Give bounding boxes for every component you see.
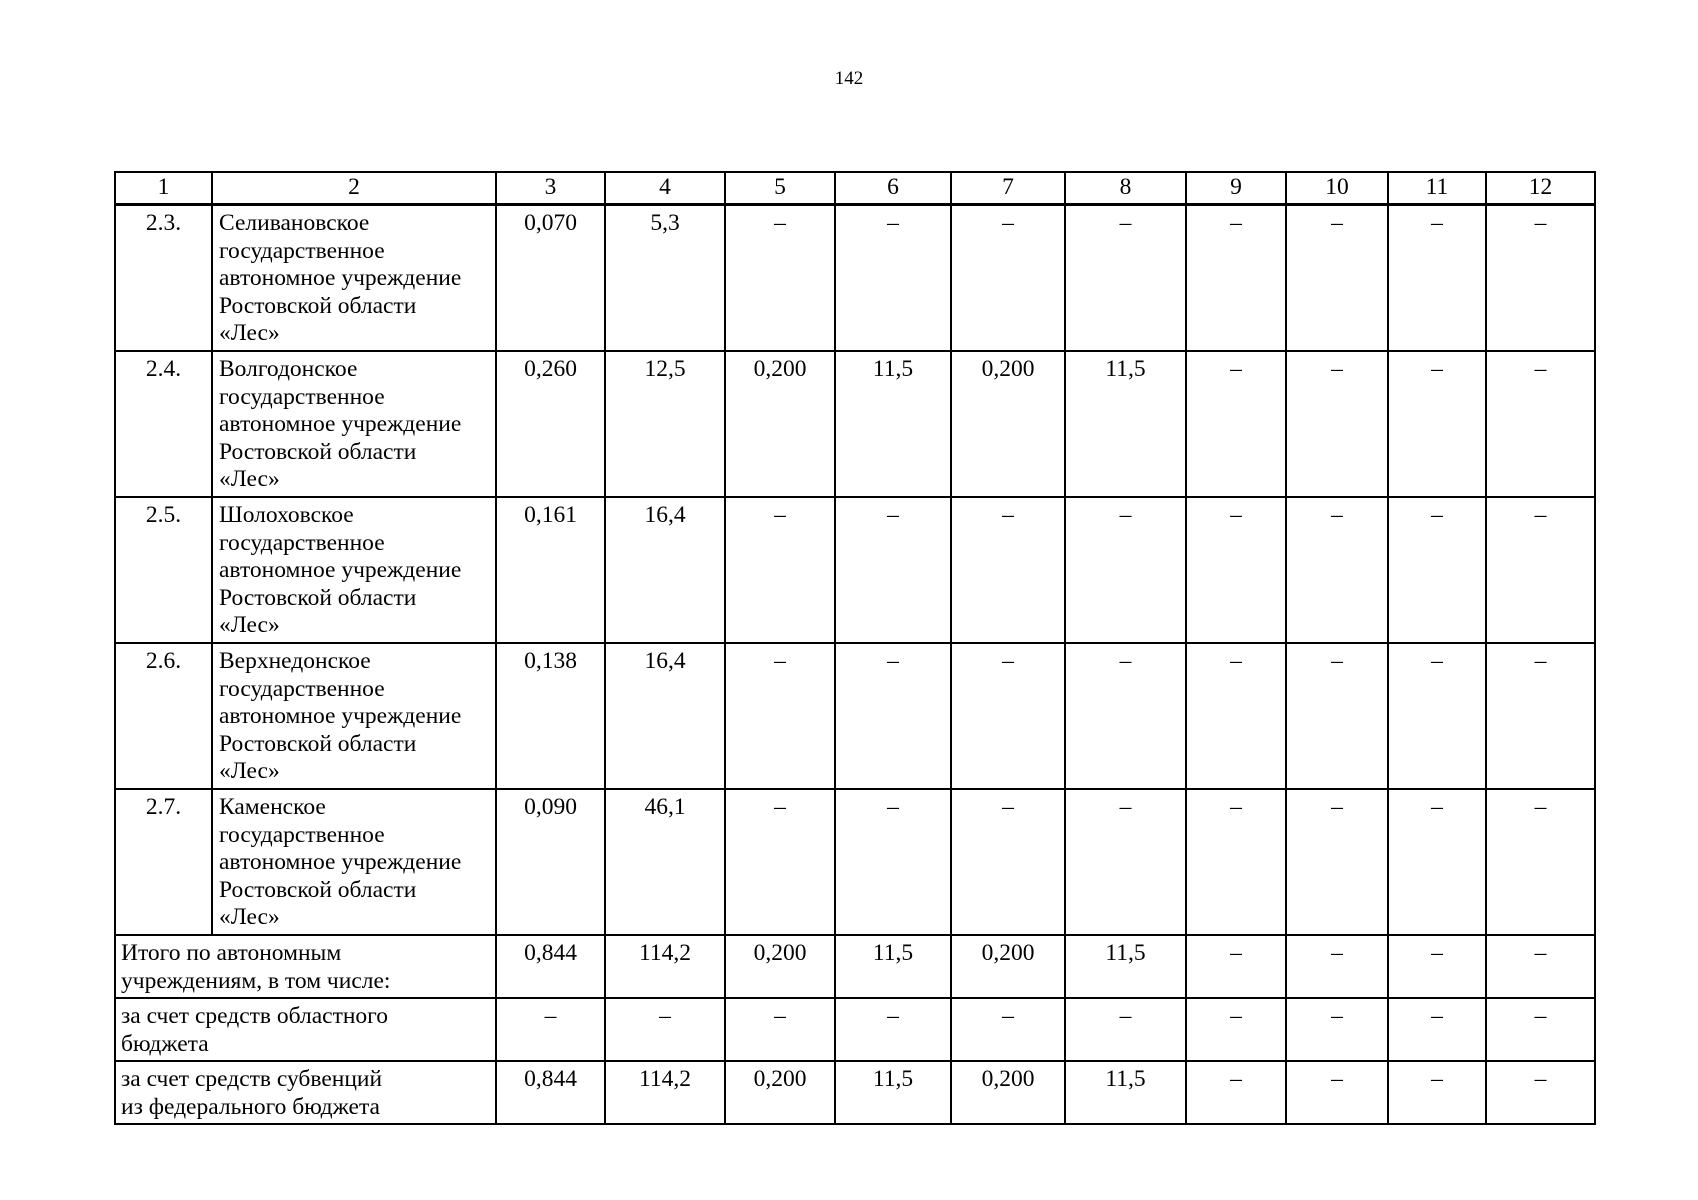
value-cell: –	[725, 998, 835, 1061]
value-cell: –	[1286, 643, 1388, 789]
value-cell: 114,2	[605, 935, 725, 998]
name-line: государственное	[219, 237, 385, 264]
label-line: бюджета	[121, 1030, 209, 1057]
column-number-header: 3	[496, 172, 605, 205]
value-cell: –	[951, 998, 1065, 1061]
value-cell: 0,070	[496, 205, 605, 352]
column-number-header: 2	[212, 172, 496, 205]
value-cell: –	[1186, 935, 1286, 998]
column-number-header: 8	[1065, 172, 1186, 205]
name-line: государственное	[219, 383, 385, 410]
value-cell: 11,5	[1065, 1061, 1186, 1124]
table-row	[115, 497, 1595, 643]
value-cell: –	[1388, 935, 1486, 998]
header-row	[115, 172, 1595, 205]
value-cell: –	[1388, 351, 1486, 497]
institution-name	[212, 205, 496, 352]
table-body	[115, 172, 1595, 1124]
value-cell: –	[1388, 643, 1486, 789]
page-number: 142	[834, 68, 864, 89]
value-cell: –	[496, 998, 605, 1061]
total-row	[115, 998, 1595, 1061]
value-cell: 0,200	[951, 935, 1065, 998]
column-number-header: 4	[605, 172, 725, 205]
name-line: Волгодонское	[219, 356, 358, 382]
name-line: Селивановское	[219, 210, 370, 236]
institution-name	[212, 643, 496, 789]
value-cell: –	[725, 497, 835, 643]
value-cell: –	[1065, 998, 1186, 1061]
value-cell: 0,161	[496, 497, 605, 643]
value-cell: –	[725, 205, 835, 352]
name-line: автономное учреждение	[219, 411, 462, 437]
value-cell: 0,844	[496, 1061, 605, 1124]
name-line: «Лес»	[219, 612, 280, 638]
value-cell: –	[1486, 497, 1595, 643]
value-cell: –	[835, 497, 951, 643]
table-row	[115, 205, 1595, 352]
value-cell: –	[1486, 643, 1595, 789]
value-cell: 11,5	[1065, 935, 1186, 998]
label-line: из федерального бюджета	[121, 1093, 380, 1120]
column-number-header: 5	[725, 172, 835, 205]
value-cell: –	[1186, 1061, 1286, 1124]
institution-name	[212, 789, 496, 935]
value-cell: 114,2	[605, 1061, 725, 1124]
value-cell: –	[725, 643, 835, 789]
value-cell: –	[1388, 789, 1486, 935]
name-line: государственное	[219, 675, 385, 702]
value-cell: 0,200	[725, 1061, 835, 1124]
name-line: Верхнедонское	[219, 648, 371, 674]
value-cell: –	[1388, 497, 1486, 643]
value-cell: –	[1388, 205, 1486, 352]
table-row	[115, 789, 1595, 935]
value-cell: –	[1388, 998, 1486, 1061]
name-line: автономное учреждение	[219, 557, 462, 583]
total-row	[115, 1061, 1595, 1124]
value-cell: –	[1486, 1061, 1595, 1124]
row-number: 2.5.	[115, 497, 212, 643]
value-cell: –	[1486, 205, 1595, 352]
value-cell: 11,5	[1065, 351, 1186, 497]
name-line: «Лес»	[219, 466, 280, 492]
value-cell: –	[1065, 789, 1186, 935]
institution-name	[212, 497, 496, 643]
value-cell: 11,5	[835, 351, 951, 497]
value-cell: 0,200	[951, 351, 1065, 497]
column-number-header: 9	[1186, 172, 1286, 205]
value-cell: –	[835, 998, 951, 1061]
value-cell: –	[1065, 643, 1186, 789]
row-number: 2.6.	[115, 643, 212, 789]
value-cell: –	[1286, 935, 1388, 998]
name-line: Шолоховское	[219, 502, 354, 528]
total-label	[115, 935, 496, 998]
value-cell: –	[1286, 205, 1388, 352]
table-row	[115, 351, 1595, 497]
table-row	[115, 643, 1595, 789]
name-line: «Лес»	[219, 904, 280, 930]
row-number: 2.7.	[115, 789, 212, 935]
value-cell: –	[835, 789, 951, 935]
value-cell: –	[1486, 935, 1595, 998]
column-number-header: 10	[1286, 172, 1388, 205]
name-line: Ростовской области	[219, 730, 417, 757]
value-cell: 5,3	[605, 205, 725, 352]
value-cell: –	[1286, 1061, 1388, 1124]
value-cell: 0,200	[951, 1061, 1065, 1124]
value-cell: –	[1186, 998, 1286, 1061]
value-cell: –	[1486, 351, 1595, 497]
column-number-header: 6	[835, 172, 951, 205]
value-cell: –	[951, 643, 1065, 789]
value-cell: –	[835, 643, 951, 789]
value-cell: 16,4	[605, 497, 725, 643]
row-number: 2.3.	[115, 205, 212, 352]
value-cell: –	[1065, 205, 1186, 352]
name-line: автономное учреждение	[219, 265, 462, 291]
value-cell: –	[1286, 998, 1388, 1061]
name-line: Ростовской области	[219, 876, 417, 903]
budget-table	[114, 171, 1596, 1125]
value-cell: 11,5	[835, 935, 951, 998]
value-cell: 0,844	[496, 935, 605, 998]
value-cell: 0,200	[725, 935, 835, 998]
value-cell: –	[1065, 497, 1186, 643]
name-line: автономное учреждение	[219, 849, 462, 875]
label-line: учреждениям, в том числе:	[121, 967, 391, 994]
value-cell: 12,5	[605, 351, 725, 497]
column-number-header: 7	[951, 172, 1065, 205]
label-line: за счет средств областного	[121, 1003, 388, 1029]
value-cell: –	[835, 205, 951, 352]
column-number-header: 12	[1486, 172, 1595, 205]
name-line: «Лес»	[219, 320, 280, 346]
value-cell: –	[1486, 998, 1595, 1061]
value-cell: –	[1286, 789, 1388, 935]
column-number-header: 11	[1388, 172, 1486, 205]
value-cell: –	[1286, 351, 1388, 497]
value-cell: –	[1186, 205, 1286, 352]
name-line: Ростовской области	[219, 584, 417, 611]
value-cell: 11,5	[835, 1061, 951, 1124]
value-cell: –	[1388, 1061, 1486, 1124]
value-cell: –	[951, 497, 1065, 643]
name-line: Ростовской области	[219, 292, 417, 319]
total-label	[115, 998, 496, 1061]
row-number: 2.4.	[115, 351, 212, 497]
value-cell: –	[1486, 789, 1595, 935]
value-cell: –	[951, 789, 1065, 935]
name-line: Ростовской области	[219, 438, 417, 465]
name-line: «Лес»	[219, 758, 280, 784]
value-cell: –	[605, 998, 725, 1061]
label-line: за счет средств субвенций	[121, 1066, 383, 1092]
value-cell: –	[1186, 643, 1286, 789]
value-cell: –	[1286, 497, 1388, 643]
value-cell: –	[1186, 351, 1286, 497]
total-label	[115, 1061, 496, 1124]
name-line: Каменское	[219, 794, 326, 820]
name-line: государственное	[219, 821, 385, 848]
label-line: Итого по автономным	[121, 940, 342, 966]
value-cell: –	[1186, 789, 1286, 935]
value-cell: –	[1186, 497, 1286, 643]
total-row	[115, 935, 1595, 998]
name-line: автономное учреждение	[219, 703, 462, 729]
value-cell: 0,260	[496, 351, 605, 497]
value-cell: 46,1	[605, 789, 725, 935]
value-cell: 0,200	[725, 351, 835, 497]
value-cell: –	[951, 205, 1065, 352]
name-line: государственное	[219, 529, 385, 556]
value-cell: 16,4	[605, 643, 725, 789]
column-number-header: 1	[115, 172, 212, 205]
value-cell: 0,090	[496, 789, 605, 935]
value-cell: 0,138	[496, 643, 605, 789]
institution-name	[212, 351, 496, 497]
value-cell: –	[725, 789, 835, 935]
